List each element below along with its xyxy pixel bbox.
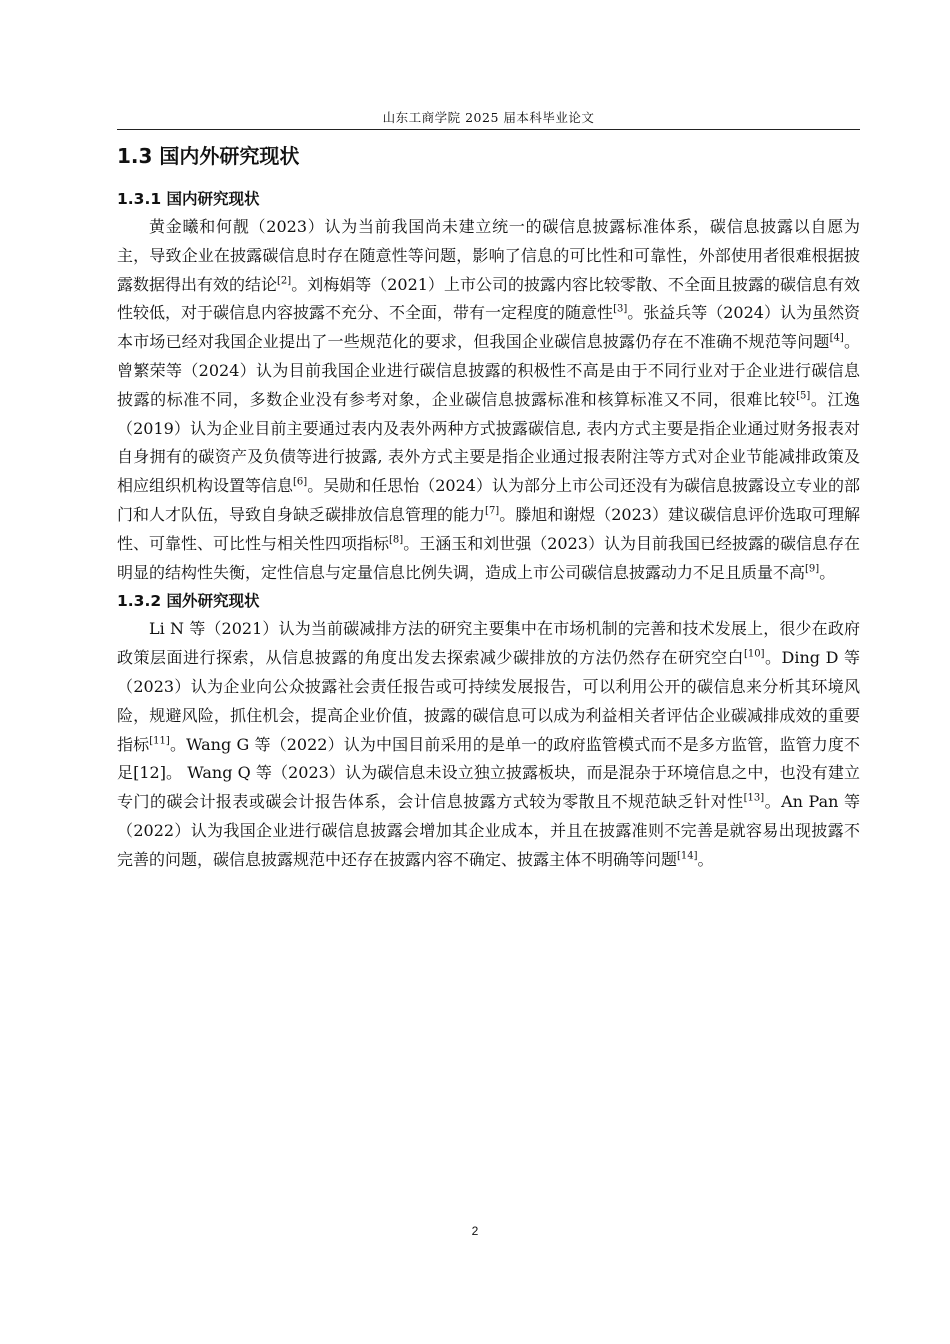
header-rule (117, 129, 860, 130)
citation-ref: [4] (829, 332, 844, 344)
citation-ref: [8] (389, 534, 404, 546)
section-title: 1.3 国内外研究现状 (117, 144, 300, 168)
text-run: 。 (697, 849, 714, 869)
text-run: 。吴勋和任思怡（2024）认为部分上市公司还没有为碳信息披露设立专业的部门和人才队伍，导致自身缺乏碳排放信息管理的能力 (117, 476, 860, 524)
text-run: 。王涵玉和刘世强（2023）认为目前我国已经披露的碳信息存在明显的结构性失衡，定性信息与定量信息比例失调，造成上市公司碳信息披露动力不足且质量不高 (117, 533, 860, 582)
citation-ref: [9] (805, 563, 820, 575)
citation-ref: [10] (743, 648, 765, 660)
section-content (117, 139, 860, 875)
text-run: 。张益兵等（2024）认为虽然资本市场已经对我国企业提出了一些规范化的要求，但我国企业碳信息披露仍存在不准确不规范等问题 (117, 303, 860, 352)
subsection-title-foreign: 1.3.2 国外研究现状 (117, 592, 260, 611)
citation-ref: [2] (277, 275, 292, 287)
subsection-title-domestic: 1.3.1 国内研究现状 (117, 190, 260, 208)
text-run: 黄金曦和何靓（2023）认为当前我国尚未建立统一的碳信息披露标准体系，碳信息披露以自愿为主，导致企业在披露碳信息时存在随意性等问题，影响了信息的可比性和可靠性，外部使用者很难根据披露数据得出有效的结论 (117, 217, 860, 294)
running-header: 山东工商学院 2025 届本科毕业论文 (382, 110, 595, 125)
text-run: Li N 等（2021）认为当前碳减排方法的研究主要集中在市场机制的完善和技术发展上，很少在政府政策层面进行探索，从信息披露的角度出发去探索减少碳排放的方法仍然存在研究空白 (117, 619, 860, 668)
citation-ref: [5] (796, 390, 811, 402)
text-run: 。曾繁荣等（2024）认为目前我国企业进行碳信息披露的积极性不高是由于不同行业对于企业进行碳信息披露的标准不同，多数企业没有参考对象，企业碳信息披露标准和核算标准又不同，很难比较 (117, 332, 860, 409)
text-run: 。Ding D 等（2023）认为企业向公众披露社会责任报告或可持续发展报告，可以利用公开的碳信息来分析其环境风险，规避风险，抓住机会，提高企业价值，披露的碳信息可以成为利益相关者评估企业碳减排成效的重要指标 (117, 648, 860, 754)
paragraph-domestic-research (117, 213, 860, 587)
page-number: 2 (471, 1224, 479, 1238)
text-run: 。Wang G 等（2022）认为中国目前采用的是单一的政府监管模式而不是多方监管，监管力度不足[12]。 Wang Q 等（2023）认为碳信息未设立独立披露板块，而是混杂于环境信息之中，也没有建立专门的碳会计报表或碳会计报告体系，会计信息披露方式较为零散且不规范缺乏针对性 (117, 734, 860, 812)
citation-ref: [13] (743, 792, 765, 804)
citation-ref: [7] (485, 505, 500, 517)
text-run: 。An Pan 等（2022）认为我国企业进行碳信息披露会增加其企业成本，并且在披露准则不完善是就容易出现披露不完善的问题，碳信息披露规范中还存在披露内容不确定、披露主体不明确等问题 (117, 792, 860, 869)
text-run: 。 (819, 562, 836, 582)
text-run: 。江逸（2019）认为企业目前主要通过表内及表外两种方式披露碳信息, 表内方式主要是指企业通过财务报表对自身拥有的碳资产及负债等进行披露, 表外方式主要是指企业通过报表附注等方式对企业节能减排政策及相应组织机构设置等信息 (117, 389, 860, 496)
citation-ref: [14] (677, 850, 698, 862)
citation-ref: [11] (149, 735, 170, 747)
citation-ref: [3] (613, 304, 628, 316)
text-run: 。滕旭和谢煜（2023）建议碳信息评价选取可理解性、可靠性、可比性与相关性四项指标 (117, 504, 860, 553)
text-run: 。刘梅娟等（2021）上市公司的披露内容比较零散、不全面且披露的碳信息有效性较低，对于碳信息内容披露不充分、不全面，带有一定程度的随意性 (117, 274, 860, 323)
citation-ref: [6] (293, 476, 308, 488)
paragraph-foreign-research (117, 615, 860, 874)
